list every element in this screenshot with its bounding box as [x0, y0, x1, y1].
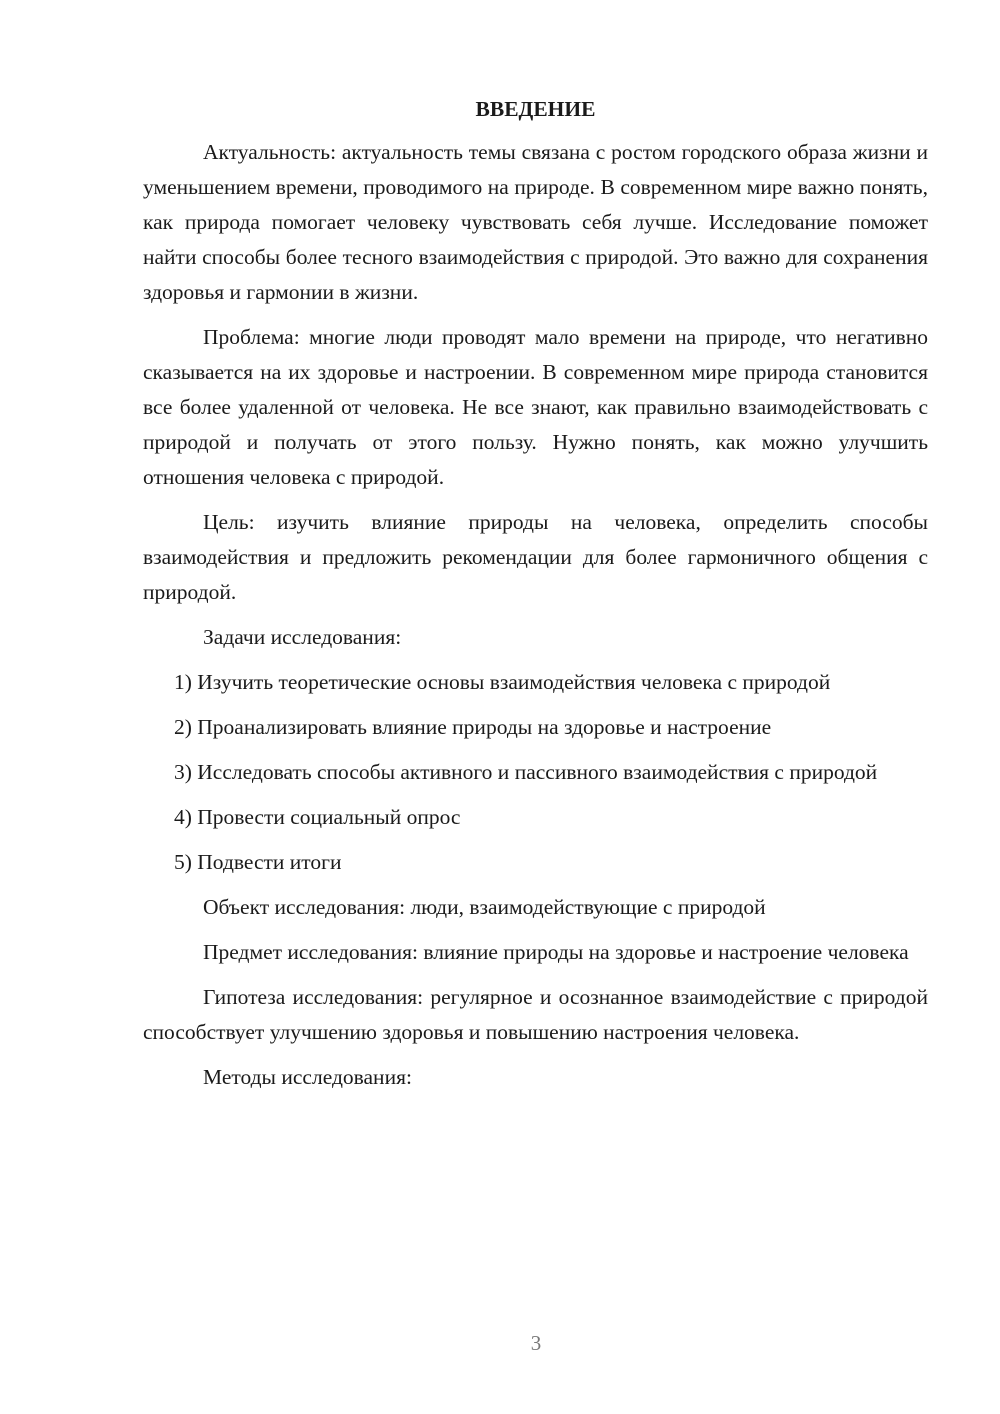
document-page: [143, 92, 928, 1105]
paragraph-relevance: Актуальность: актуальность темы связана с ростом городского образа жизни и уменьшением времени, проводимого на природе. В современном мире важно понять, как природа помогает человеку чувствовать себя лучше. Исследование поможет найти способы более тесного взаимодействия с природой. Это важно для сохранения здоровья и гармонии в жизни.: [143, 140, 928, 304]
paragraph-object: Объект исследования: люди, взаимодействующие с природой: [203, 895, 766, 919]
paragraph-hypothesis: Гипотеза исследования: регулярное и осознанное взаимодействие с природой способствует улучшению здоровья и повышению настроения человека.: [143, 985, 928, 1044]
task-item-2: 2) Проанализировать влияние природы на здоровье и настроение: [174, 715, 772, 739]
task-item-1: 1) Изучить теоретические основы взаимодействия человека с природой: [174, 670, 831, 694]
task-item-3: 3) Исследовать способы активного и пассивного взаимодействия с природой: [174, 760, 878, 784]
task-item-5: 5) Подвести итоги: [174, 850, 342, 874]
paragraph-problem: Проблема: многие люди проводят мало времени на природе, что негативно сказывается на их здоровье и настроении. В современном мире природа становится все более удаленной от человека. Не все знают, как правильно взаимодействовать с природой и получать от этого пользу. Нужно понять, как можно улучшить отношения человека с природой.: [143, 325, 928, 489]
task-item-4: 4) Провести социальный опрос: [174, 805, 461, 829]
section-title: ВВЕДЕНИЕ: [475, 97, 596, 121]
paragraph-subject: Предмет исследования: влияние природы на здоровье и настроение человека: [203, 940, 909, 964]
paragraph-methods: Методы исследования:: [203, 1065, 412, 1089]
paragraph-goal: Цель: изучить влияние природы на человека, определить способы взаимодействия и предложить рекомендации для более гармоничного общения с природой.: [143, 510, 928, 604]
page-number: 3: [530, 1331, 542, 1355]
paragraph-tasks-heading: Задачи исследования:: [203, 625, 402, 649]
